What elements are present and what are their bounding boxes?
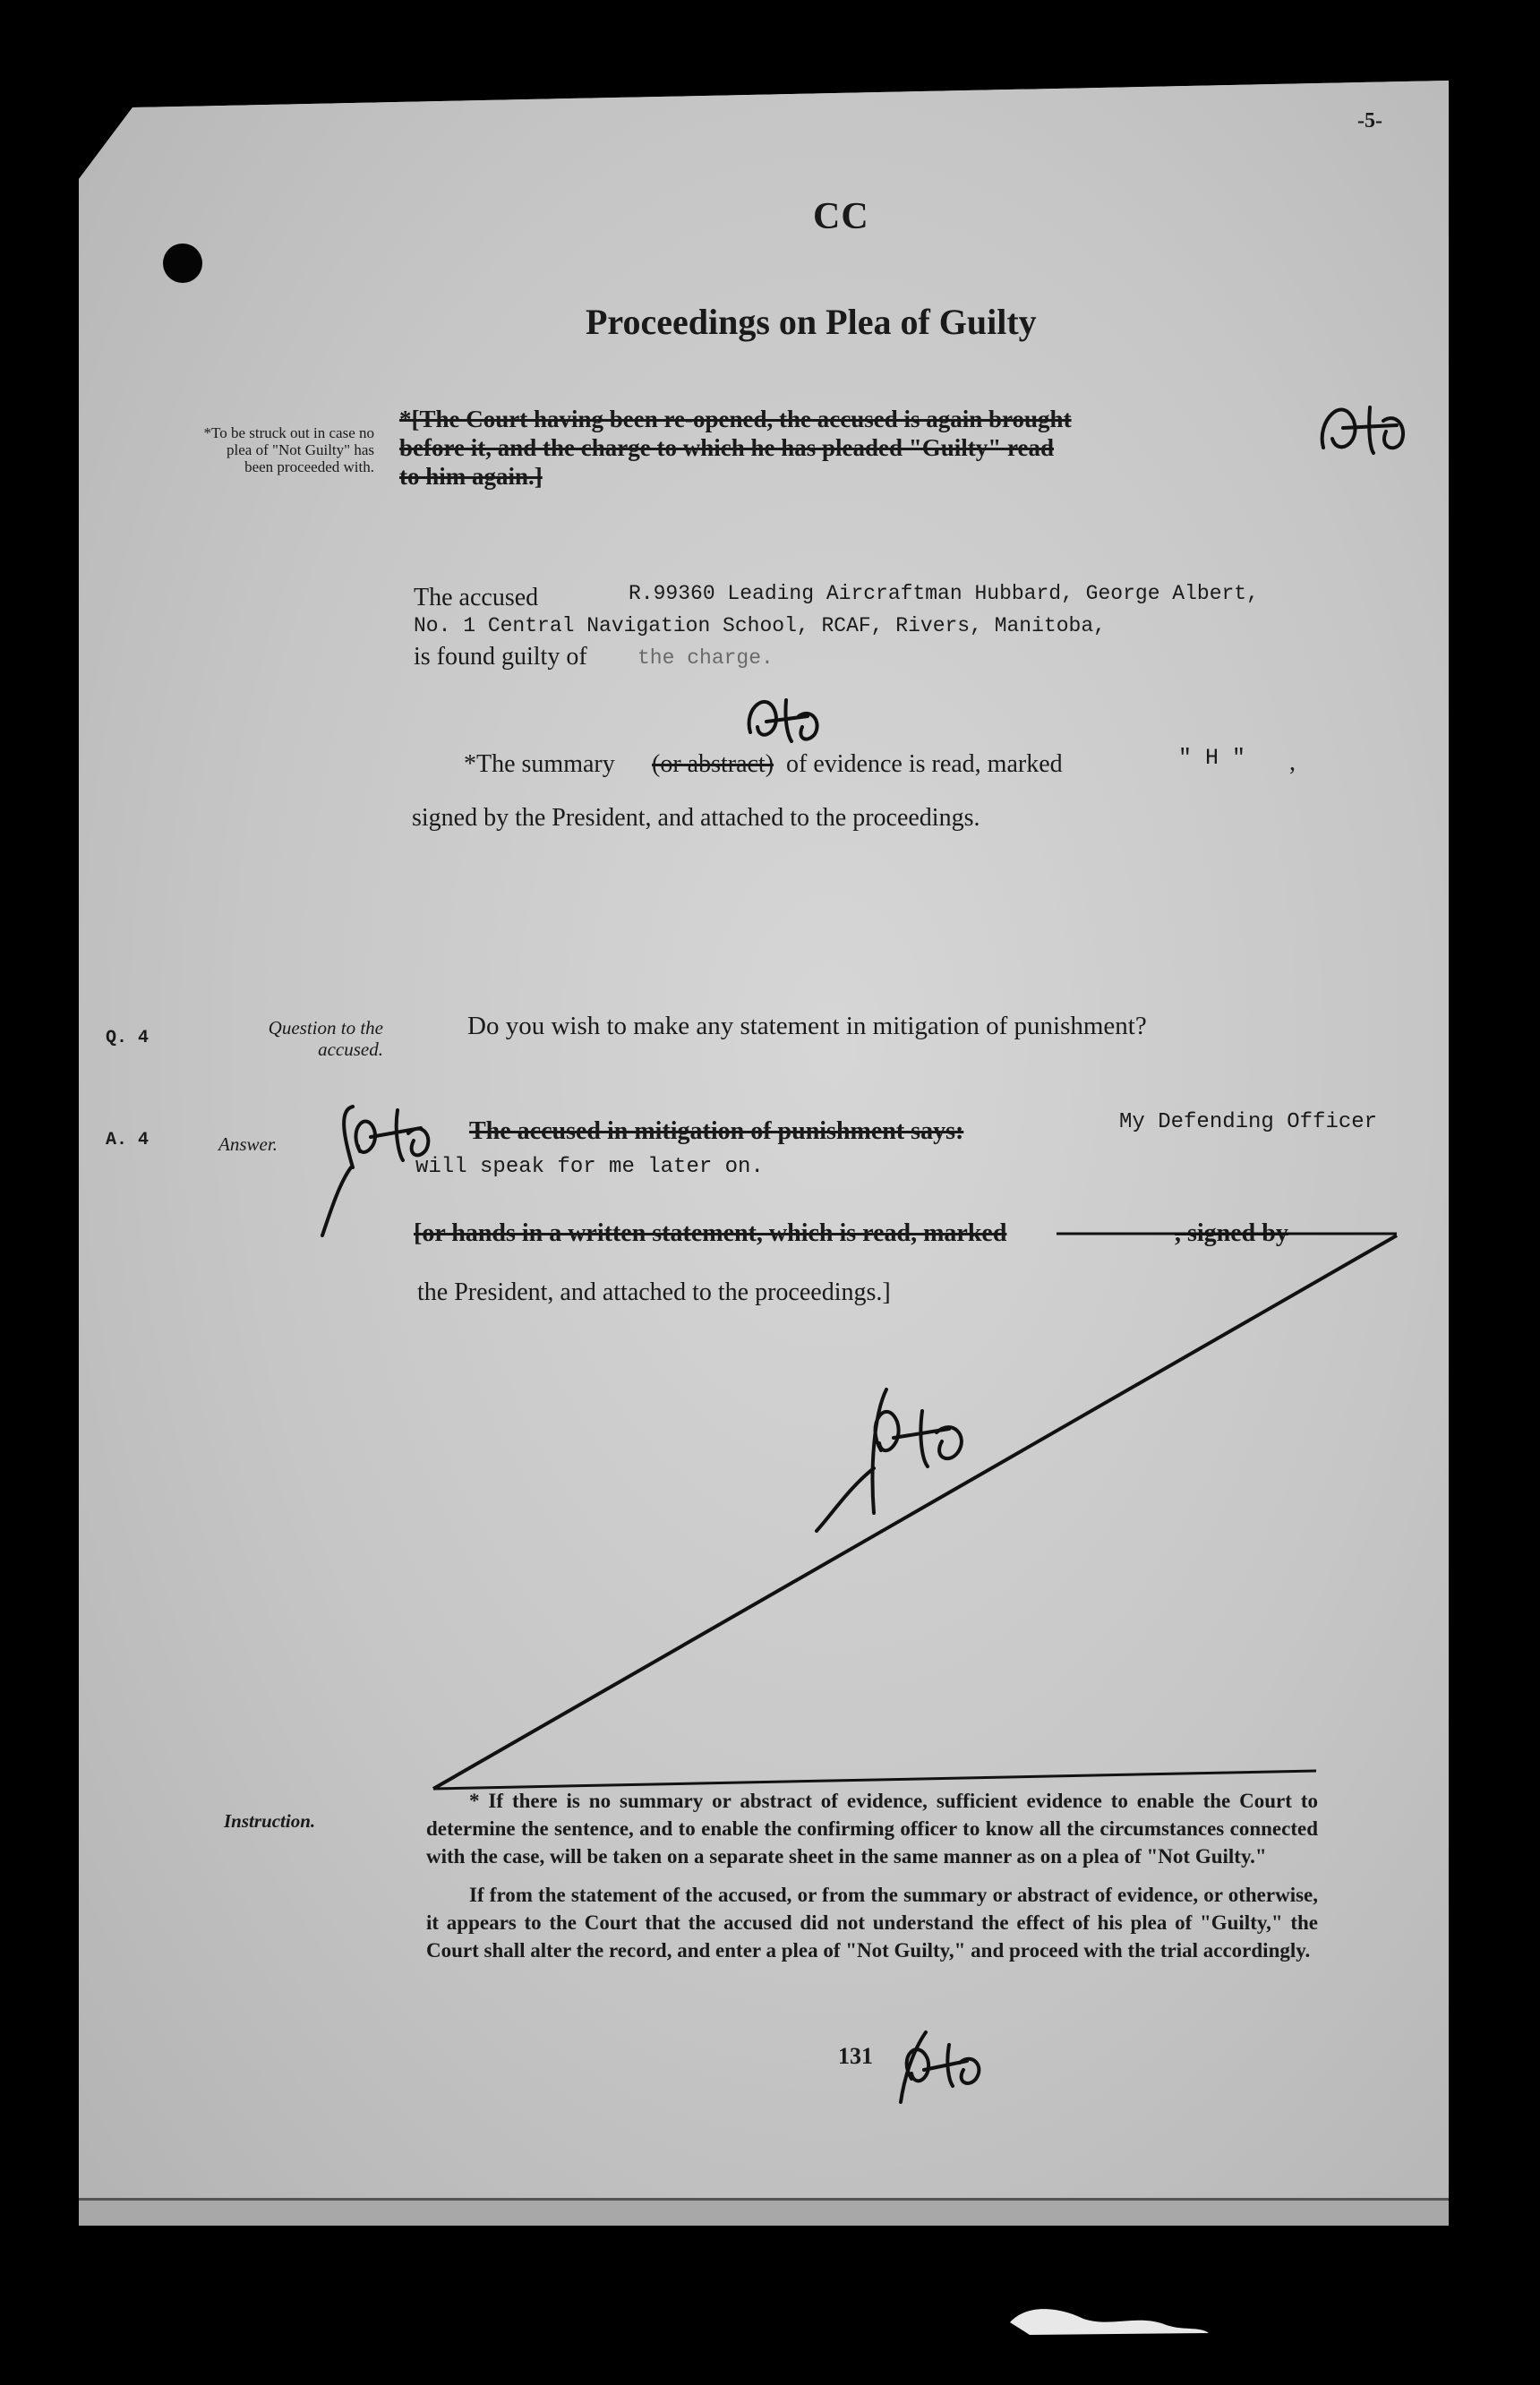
guilty-charge: the charge.: [637, 646, 774, 670]
summary-text-a: *The summary: [464, 750, 615, 778]
scan-artifact-white-mark: [1010, 2309, 1209, 2335]
written-statement-struck: [or hands in a written statement, which is read, marked: [414, 1219, 1007, 1247]
written-statement-line-2: the President, and attached to the proceedings.]: [417, 1278, 891, 1306]
answer-struck-text: The accused in mitigation of punishment says:: [469, 1117, 964, 1145]
answer-text-line-1: My Defending Officer: [1119, 1110, 1378, 1134]
written-statement-tail: , signed by: [1175, 1219, 1288, 1247]
guilty-prefix: is found guilty of: [414, 643, 587, 671]
answer-margin-note: Answer.: [218, 1133, 278, 1155]
summary-text-line-2: signed by the President, and attached to the proceedings.: [412, 804, 980, 832]
question-label: Q. 4: [106, 1028, 150, 1048]
instruction-label: Instruction.: [224, 1810, 316, 1832]
summary-abstract-struck: (or abstract): [652, 750, 774, 778]
question-margin-note: Question to the accused.: [268, 1017, 383, 1060]
accused-identity-line-1: R.99360 Leading Aircraftman Hubbard, George Albert,: [629, 582, 1259, 605]
exhibit-mark: " H ": [1178, 745, 1246, 771]
reopened-line-2: before it, and the charge to which he has pleaded "Guilty" read: [399, 434, 1054, 461]
summary-comma: ,: [1289, 748, 1296, 776]
initials-signature-answer: [322, 1107, 428, 1235]
instruction-paragraph-1: * If there is no summary or abstract of evidence, sufficient evidence to enable the Court to determine the sentence, and to enable the confirming officer to know all the circumstances connected with the case, will be taken on a separate sheet in the same manner as on a plea of "Not Guilty.": [426, 1790, 1318, 1868]
form-code: CC: [813, 196, 869, 237]
answer-label: A. 4: [106, 1130, 150, 1150]
initials-signature-center: [817, 1389, 962, 1531]
page-title: Proceedings on Plea of Guilty: [586, 302, 1037, 342]
initials-signature-bottom: [901, 2032, 979, 2102]
page-number: -5-: [1357, 109, 1382, 132]
reopened-line-1: *[The Court having been re-opened, the accused is again brought: [399, 406, 1072, 432]
summary-text-b: of evidence is read, marked: [786, 750, 1063, 778]
finding-prefix: The accused: [414, 584, 539, 611]
initials-signature-summary: [749, 700, 817, 741]
instruction-paragraph-2: If from the statement of the accused, or from the summary or abstract of evidence, or otherwise, it appears to the Court that the accused did not understand the effect of his plea of "Guilty," the Court shall alter the record, and enter a plea of "Not Guilty," and proceed with the trial accordingly.: [426, 1884, 1318, 1962]
footer-number: 131: [838, 2043, 873, 2069]
reopened-line-3: to him again.]: [399, 463, 543, 490]
reopened-margin-note: *To be struck out in case no plea of "Not Guilty" has been proceeded with.: [203, 424, 374, 475]
initials-signature-top: [1322, 407, 1403, 453]
question-text: Do you wish to make any statement in mitigation of punishment?: [467, 1012, 1147, 1040]
answer-text-line-2: will speak for me later on.: [415, 1155, 764, 1179]
cancellation-diagonal-line: [433, 1235, 1397, 1789]
accused-identity-line-2: No. 1 Central Navigation School, RCAF, Rivers, Manitoba,: [414, 614, 1106, 637]
cancellation-base-line: [433, 1771, 1316, 1789]
